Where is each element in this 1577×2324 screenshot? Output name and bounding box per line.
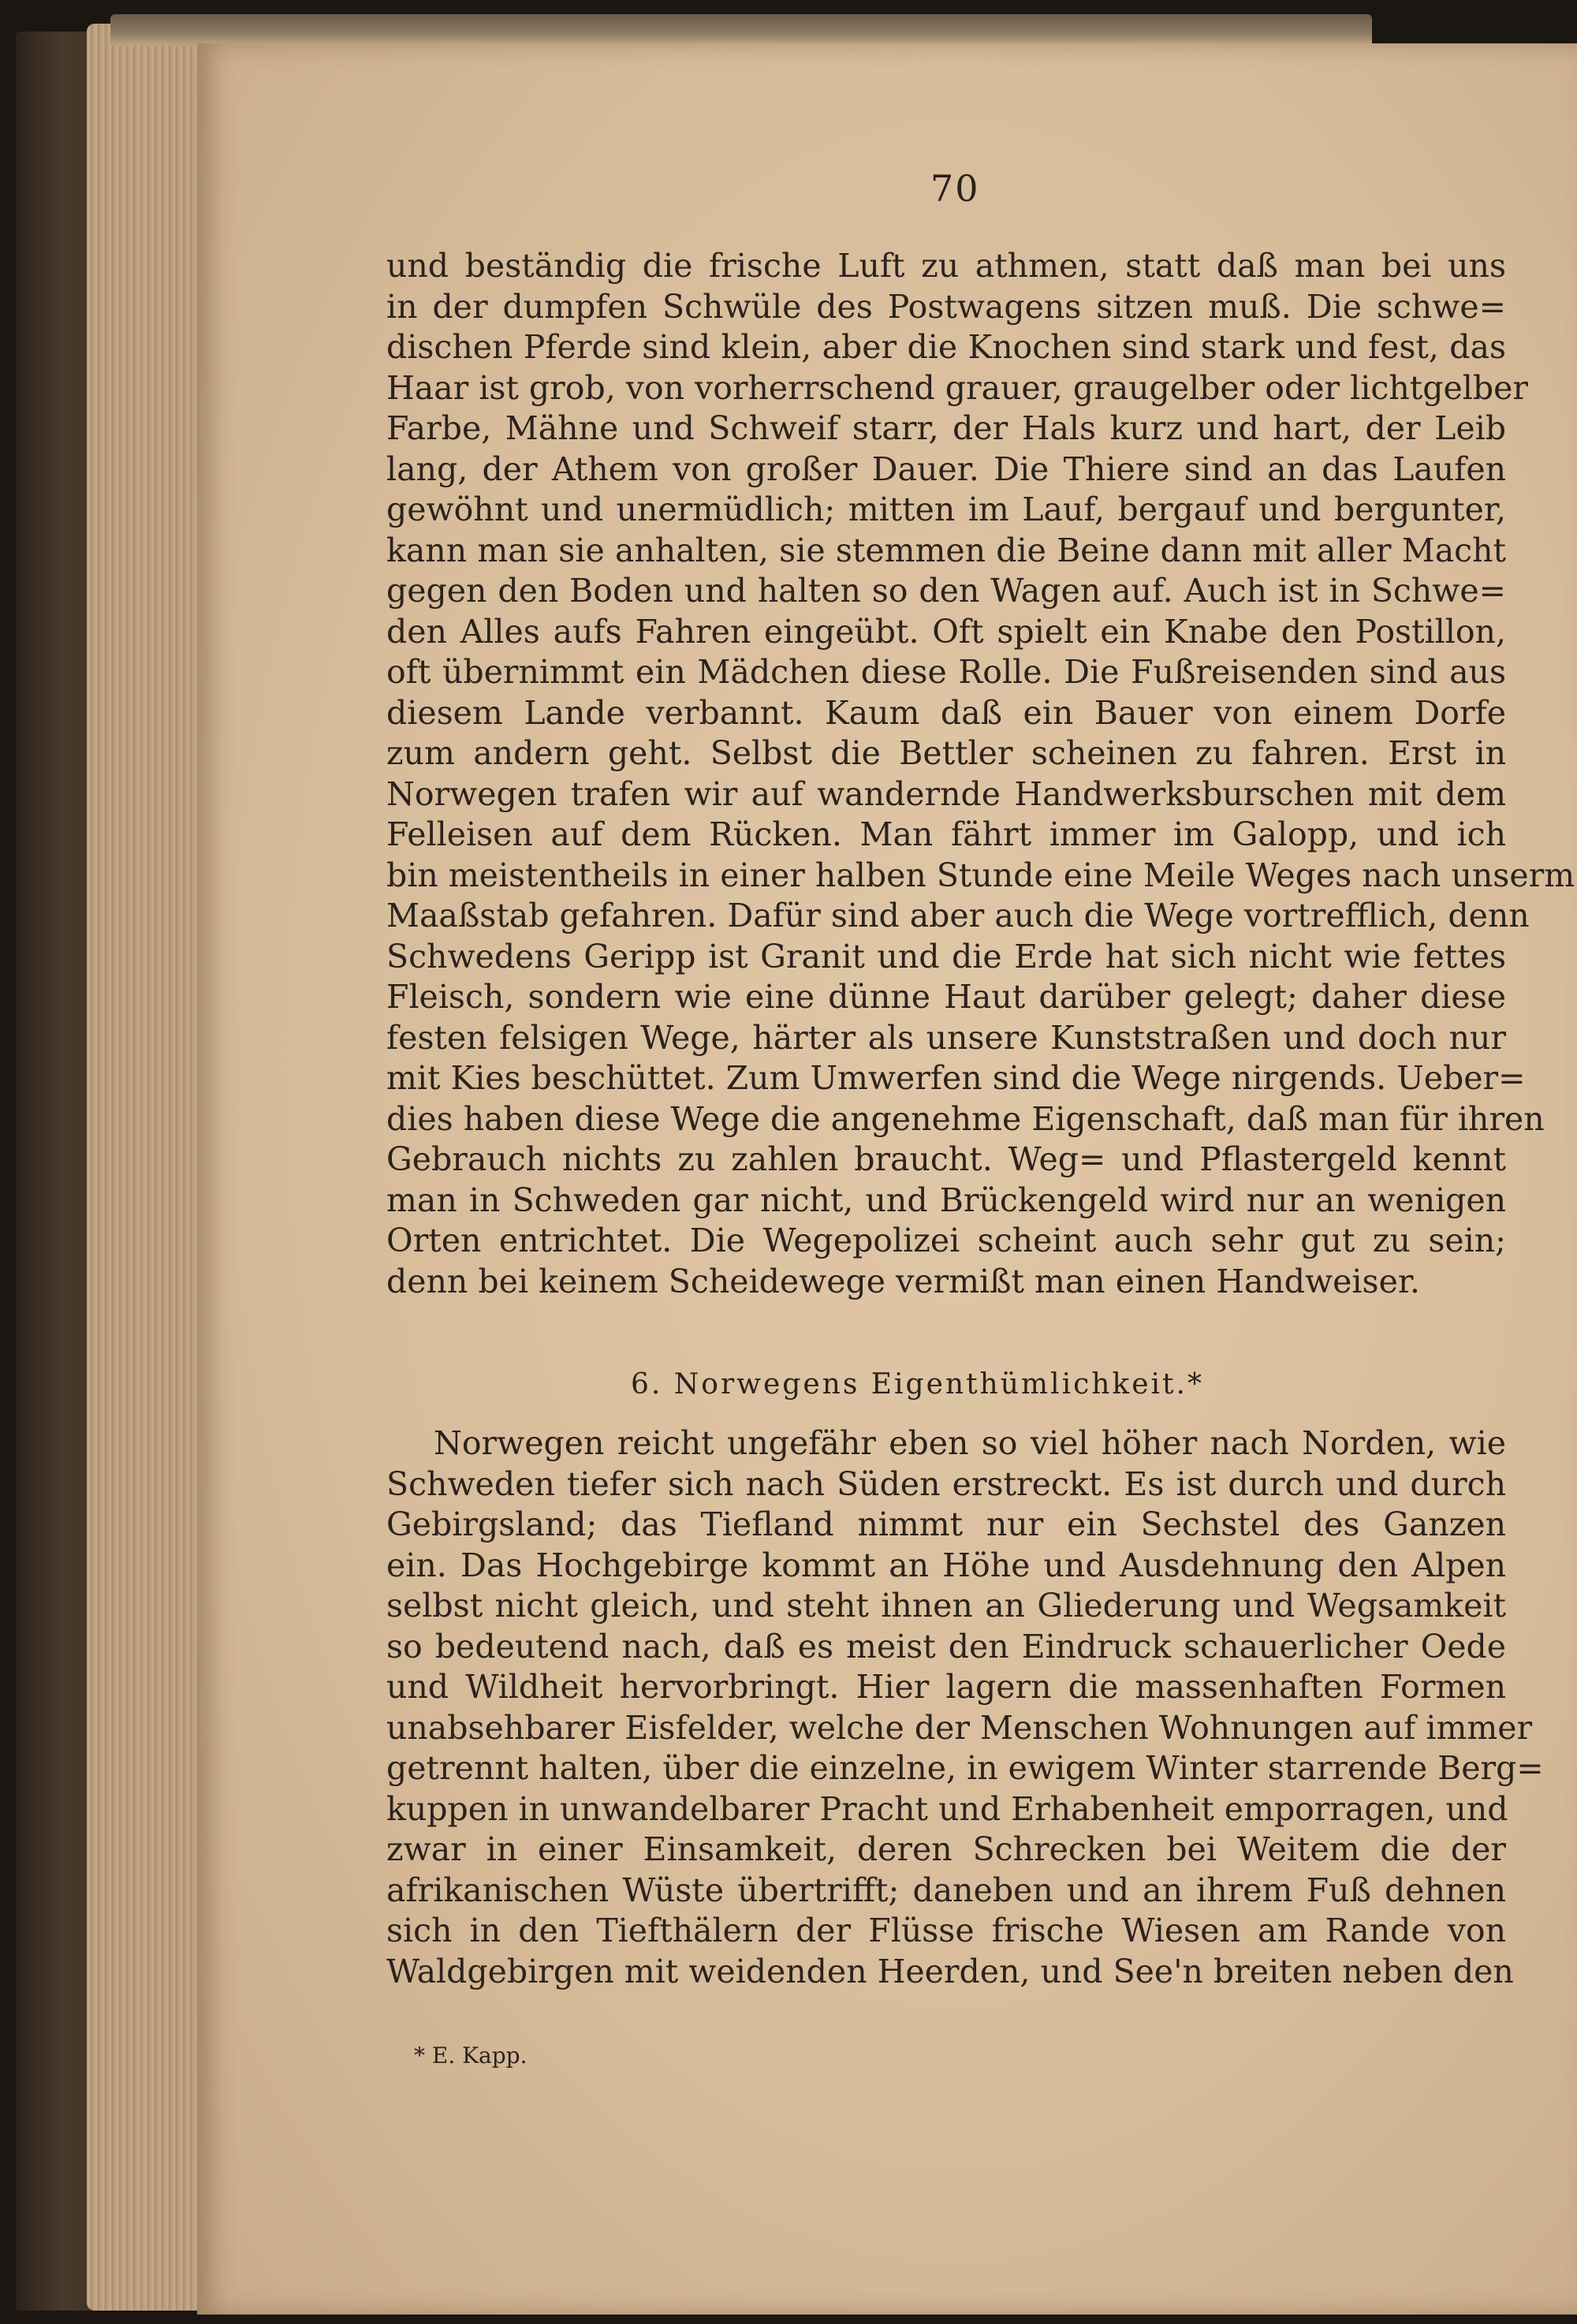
text-line: festen felsigen Wege, härter als unsere Kunststraßen und doch nur: [386, 1018, 1506, 1057]
text-line: gewöhnt und unermüdlich; mitten im Lauf, bergauf und bergunter,: [386, 491, 1506, 528]
section-heading: 6. Norwegens Eigenthümlichkeit.*: [631, 1368, 1204, 1401]
paragraph-1: [386, 246, 1575, 1302]
text-line: Farbe, Mähne und Schweif starr, der Hals kurz und hart, der Leib: [386, 409, 1506, 447]
text-line: zum andern geht. Selbst die Bettler scheinen zu fahren. Erst in: [386, 734, 1506, 772]
text-line: Waldgebirgen mit weidenden Heerden, und See'n breiten neben den: [386, 1952, 1514, 1990]
text-line: mit Kies beschüttet. Zum Umwerfen sind die Wege nirgends. Ueber=: [386, 1059, 1526, 1097]
text-line: Schweden tiefer sich nach Süden erstreckt. Es ist durch und durch: [386, 1464, 1506, 1503]
text-line: kuppen in unwandelbarer Pracht und Erhabenheit emporragen, und: [386, 1789, 1508, 1828]
text-line: Felleisen auf dem Rücken. Man fährt immer im Galopp, und ich: [386, 815, 1506, 853]
text-line: so bedeutend nach, daß es meist den Eindruck schauerlicher Oede: [386, 1627, 1506, 1666]
text-line: und beständig die frische Luft zu athmen, statt daß man bei uns: [386, 247, 1506, 285]
text-line: man in Schweden gar nicht, und Brückengeld wird nur an wenigen: [386, 1181, 1506, 1219]
text-line: Norwegen trafen wir auf wandernde Handwerksburschen mit dem: [386, 774, 1506, 813]
text-line: ein. Das Hochgebirge kommt an Höhe und Ausdehnung den Alpen: [386, 1546, 1506, 1584]
paragraph-2: [386, 1423, 1544, 1992]
footnote: * E. Kapp.: [414, 2042, 528, 2068]
text-line: den Alles aufs Fahren eingeübt. Oft spielt ein Knabe den Postillon,: [386, 612, 1506, 651]
text-line: Maaßstab gefahren. Dafür sind aber auch die Wege vortrefflich, denn: [386, 897, 1530, 934]
text-line: dischen Pferde sind klein, aber die Knochen sind stark und fest, das: [386, 328, 1506, 366]
text-line: bin meistentheils in einer halben Stunde eine Meile Weges nach unserm: [386, 856, 1575, 894]
text-line: Fleisch, sondern wie eine dünne Haut darüber gelegt; daher diese: [386, 978, 1506, 1016]
text-line: gegen den Boden und halten so den Wagen auf. Auch ist in Schwe=: [386, 572, 1506, 610]
text-line: und Wildheit hervorbringt. Hier lagern die massenhaften Formen: [386, 1668, 1506, 1706]
text-line: Norwegen reicht ungefähr eben so viel höher nach Norden, wie: [434, 1424, 1506, 1462]
text-line: Orten entrichtet. Die Wegepolizei scheint auch sehr gut zu sein;: [386, 1222, 1506, 1259]
text-line: denn bei keinem Scheidewege vermißt man einen Handweiser.: [386, 1262, 1420, 1300]
top-page-edge: [110, 14, 1372, 46]
text-line: Schwedens Geripp ist Granit und die Erde hat sich nicht wie fettes: [386, 937, 1506, 975]
text-line: unabsehbarer Eisfelder, welche der Menschen Wohnungen auf immer: [386, 1708, 1533, 1747]
text-line: selbst nicht gleich, und steht ihnen an Gliederung und Wegsamkeit: [386, 1587, 1506, 1625]
text-line: sich in den Tiefthälern der Flüsse frische Wiesen am Rande von: [386, 1912, 1506, 1949]
text-line: dies haben diese Wege die angenehme Eigenschaft, daß man für ihren: [386, 1099, 1545, 1138]
text-line: Gebirgsland; das Tiefland nimmt nur ein Sechstel des Ganzen: [386, 1505, 1506, 1543]
text-line: diesem Lande verbannt. Kaum daß ein Bauer von einem Dorfe: [386, 693, 1506, 732]
page-number: 70: [930, 167, 980, 210]
text-line: oft übernimmt ein Mädchen diese Rolle. Die Fußreisenden sind aus: [386, 653, 1506, 691]
text-line: lang, der Athem von großer Dauer. Die Thiere sind an das Laufen: [386, 450, 1506, 488]
text-line: in der dumpfen Schwüle des Postwagens sitzen muß. Die schwe=: [386, 287, 1506, 326]
text-line: Gebrauch nichts zu zahlen braucht. Weg= und Pflastergeld kennt: [386, 1140, 1506, 1178]
text-line: kann man sie anhalten, sie stemmen die Beine dann mit aller Macht: [386, 531, 1506, 569]
text-line: Haar ist grob, von vorherrschend grauer, graugelber oder lichtgelber: [386, 368, 1528, 407]
text-line: zwar in einer Einsamkeit, deren Schrecken bei Weitem die der: [386, 1830, 1506, 1868]
text-line: afrikanischen Wüste übertrifft; daneben und an ihrem Fuß dehnen: [386, 1871, 1506, 1909]
text-line: getrennt halten, über die einzelne, in ewigem Winter starrende Berg=: [386, 1749, 1544, 1787]
